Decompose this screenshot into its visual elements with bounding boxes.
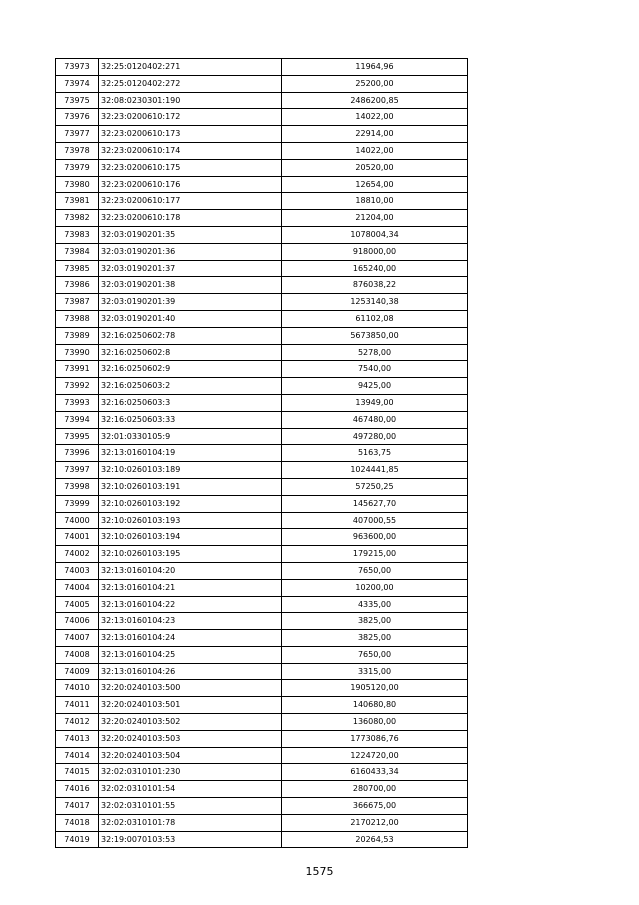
row-number-cell: 73981 (56, 193, 99, 210)
table-row (56, 512, 468, 529)
value-cell: 1905120,00 (282, 680, 468, 697)
table-row (56, 109, 468, 126)
table-row (56, 747, 468, 764)
value-cell: 6160433,34 (282, 764, 468, 781)
row-number-cell: 73984 (56, 243, 99, 260)
value-cell: 13949,00 (282, 394, 468, 411)
row-number-cell: 73992 (56, 378, 99, 395)
value-cell: 1253140,38 (282, 294, 468, 311)
row-number-cell: 73973 (56, 59, 99, 76)
table-row (56, 781, 468, 798)
table-row (56, 277, 468, 294)
row-number-cell: 74008 (56, 646, 99, 663)
table-row (56, 378, 468, 395)
cadastral-number-cell: 32:23:0200610:175 (99, 159, 282, 176)
cadastral-number-cell: 32:13:0160104:20 (99, 562, 282, 579)
table-row (56, 193, 468, 210)
cadastral-number-cell: 32:10:0260103:193 (99, 512, 282, 529)
value-cell: 179215,00 (282, 546, 468, 563)
row-number-cell: 73976 (56, 109, 99, 126)
cadastral-number-cell: 32:10:0260103:192 (99, 495, 282, 512)
value-cell: 5673850,00 (282, 327, 468, 344)
cadastral-number-cell: 32:13:0160104:23 (99, 613, 282, 630)
row-number-cell: 74011 (56, 697, 99, 714)
value-cell: 467480,00 (282, 411, 468, 428)
value-cell: 1024441,85 (282, 462, 468, 479)
cadastral-number-cell: 32:03:0190201:36 (99, 243, 282, 260)
table-row (56, 546, 468, 563)
value-cell: 963600,00 (282, 529, 468, 546)
value-cell: 3825,00 (282, 613, 468, 630)
value-cell: 136080,00 (282, 714, 468, 731)
table-row (56, 680, 468, 697)
row-number-cell: 74016 (56, 781, 99, 798)
cadastral-number-cell: 32:13:0160104:19 (99, 445, 282, 462)
table-row (56, 226, 468, 243)
row-number-cell: 73999 (56, 495, 99, 512)
cadastral-number-cell: 32:20:0240103:500 (99, 680, 282, 697)
cadastral-number-cell: 32:19:0070103:53 (99, 831, 282, 848)
value-cell: 7650,00 (282, 646, 468, 663)
value-cell: 20264,53 (282, 831, 468, 848)
value-cell: 3315,00 (282, 663, 468, 680)
row-number-cell: 73990 (56, 344, 99, 361)
value-cell: 366675,00 (282, 798, 468, 815)
cadastral-number-cell: 32:03:0190201:35 (99, 226, 282, 243)
value-cell: 280700,00 (282, 781, 468, 798)
value-cell: 2486200,85 (282, 92, 468, 109)
value-cell: 57250,25 (282, 478, 468, 495)
cadastral-number-cell: 32:02:0310101:78 (99, 814, 282, 831)
row-number-cell: 73998 (56, 478, 99, 495)
table-row (56, 411, 468, 428)
row-number-cell: 74005 (56, 596, 99, 613)
cadastral-number-cell: 32:13:0160104:22 (99, 596, 282, 613)
row-number-cell: 73980 (56, 176, 99, 193)
cadastral-number-cell: 32:16:0250603:3 (99, 394, 282, 411)
table-row (56, 59, 468, 76)
row-number-cell: 73975 (56, 92, 99, 109)
table-row (56, 697, 468, 714)
table-row (56, 327, 468, 344)
value-cell: 1224720,00 (282, 747, 468, 764)
value-cell: 22914,00 (282, 126, 468, 143)
value-cell: 61102,08 (282, 310, 468, 327)
table-row (56, 92, 468, 109)
value-cell: 25200,00 (282, 75, 468, 92)
cadastral-number-cell: 32:13:0160104:21 (99, 579, 282, 596)
value-cell: 20520,00 (282, 159, 468, 176)
table-row (56, 361, 468, 378)
cadastral-number-cell: 32:16:0250603:33 (99, 411, 282, 428)
row-number-cell: 73995 (56, 428, 99, 445)
row-number-cell: 74001 (56, 529, 99, 546)
table-row (56, 478, 468, 495)
value-cell: 918000,00 (282, 243, 468, 260)
table-row (56, 310, 468, 327)
value-cell: 9425,00 (282, 378, 468, 395)
cadastral-number-cell: 32:10:0260103:191 (99, 478, 282, 495)
value-cell: 1078004,34 (282, 226, 468, 243)
table-row (56, 462, 468, 479)
row-number-cell: 74000 (56, 512, 99, 529)
row-number-cell: 73989 (56, 327, 99, 344)
table-row (56, 630, 468, 647)
table-row (56, 646, 468, 663)
table-row (56, 394, 468, 411)
row-number-cell: 74013 (56, 730, 99, 747)
cadastral-number-cell: 32:02:0310101:230 (99, 764, 282, 781)
row-number-cell: 73979 (56, 159, 99, 176)
table-row (56, 714, 468, 731)
row-number-cell: 73988 (56, 310, 99, 327)
table-row (56, 445, 468, 462)
cadastral-number-cell: 32:25:0120402:271 (99, 59, 282, 76)
cadastral-number-cell: 32:03:0190201:39 (99, 294, 282, 311)
row-number-cell: 73986 (56, 277, 99, 294)
data-table (55, 58, 468, 848)
table-row (56, 831, 468, 848)
cadastral-number-cell: 32:13:0160104:25 (99, 646, 282, 663)
cadastral-number-cell: 32:03:0190201:38 (99, 277, 282, 294)
row-number-cell: 74019 (56, 831, 99, 848)
cadastral-number-cell: 32:23:0200610:178 (99, 210, 282, 227)
row-number-cell: 73982 (56, 210, 99, 227)
row-number-cell: 74012 (56, 714, 99, 731)
value-cell: 407000,55 (282, 512, 468, 529)
value-cell: 165240,00 (282, 260, 468, 277)
table-row (56, 75, 468, 92)
row-number-cell: 73996 (56, 445, 99, 462)
row-number-cell: 73997 (56, 462, 99, 479)
row-number-cell: 74018 (56, 814, 99, 831)
table-row (56, 176, 468, 193)
row-number-cell: 74007 (56, 630, 99, 647)
cadastral-number-cell: 32:03:0190201:37 (99, 260, 282, 277)
table-row (56, 294, 468, 311)
cadastral-number-cell: 32:16:0250602:78 (99, 327, 282, 344)
table-row (56, 210, 468, 227)
cadastral-number-cell: 32:23:0200610:177 (99, 193, 282, 210)
value-cell: 2170212,00 (282, 814, 468, 831)
cadastral-number-cell: 32:02:0310101:54 (99, 781, 282, 798)
cadastral-number-cell: 32:16:0250602:9 (99, 361, 282, 378)
row-number-cell: 73987 (56, 294, 99, 311)
row-number-cell: 74003 (56, 562, 99, 579)
cadastral-number-cell: 32:03:0190201:40 (99, 310, 282, 327)
row-number-cell: 73977 (56, 126, 99, 143)
value-cell: 12654,00 (282, 176, 468, 193)
value-cell: 14022,00 (282, 142, 468, 159)
table-row (56, 613, 468, 630)
cadastral-number-cell: 32:10:0260103:195 (99, 546, 282, 563)
table-row (56, 260, 468, 277)
table-row (56, 764, 468, 781)
row-number-cell: 73983 (56, 226, 99, 243)
cadastral-number-cell: 32:23:0200610:174 (99, 142, 282, 159)
table-row (56, 596, 468, 613)
row-number-cell: 74009 (56, 663, 99, 680)
row-number-cell: 74004 (56, 579, 99, 596)
row-number-cell: 73991 (56, 361, 99, 378)
cadastral-number-cell: 32:13:0160104:24 (99, 630, 282, 647)
table-row (56, 579, 468, 596)
cadastral-number-cell: 32:20:0240103:503 (99, 730, 282, 747)
table-row (56, 730, 468, 747)
table-row (56, 159, 468, 176)
value-cell: 3825,00 (282, 630, 468, 647)
table-row (56, 142, 468, 159)
cadastral-number-cell: 32:16:0250603:2 (99, 378, 282, 395)
table-row (56, 814, 468, 831)
value-cell: 5163,75 (282, 445, 468, 462)
table-body (56, 59, 468, 848)
row-number-cell: 74002 (56, 546, 99, 563)
value-cell: 14022,00 (282, 109, 468, 126)
value-cell: 18810,00 (282, 193, 468, 210)
row-number-cell: 73985 (56, 260, 99, 277)
row-number-cell: 74017 (56, 798, 99, 815)
row-number-cell: 73978 (56, 142, 99, 159)
cadastral-number-cell: 32:20:0240103:501 (99, 697, 282, 714)
cadastral-number-cell: 32:16:0250602:8 (99, 344, 282, 361)
cadastral-number-cell: 32:08:0230301:190 (99, 92, 282, 109)
table-row (56, 243, 468, 260)
cadastral-number-cell: 32:20:0240103:502 (99, 714, 282, 731)
table-row (56, 798, 468, 815)
value-cell: 5278,00 (282, 344, 468, 361)
cadastral-number-cell: 32:23:0200610:176 (99, 176, 282, 193)
cadastral-number-cell: 32:13:0160104:26 (99, 663, 282, 680)
row-number-cell: 74014 (56, 747, 99, 764)
cadastral-number-cell: 32:23:0200610:173 (99, 126, 282, 143)
row-number-cell: 74006 (56, 613, 99, 630)
cadastral-number-cell: 32:01:0330105:9 (99, 428, 282, 445)
value-cell: 1773086,76 (282, 730, 468, 747)
value-cell: 497280,00 (282, 428, 468, 445)
value-cell: 21204,00 (282, 210, 468, 227)
table-row (56, 428, 468, 445)
table-row (56, 344, 468, 361)
cadastral-number-cell: 32:10:0260103:189 (99, 462, 282, 479)
table-row (56, 126, 468, 143)
cadastral-number-cell: 32:02:0310101:55 (99, 798, 282, 815)
cadastral-number-cell: 32:20:0240103:504 (99, 747, 282, 764)
row-number-cell: 73994 (56, 411, 99, 428)
table-row (56, 529, 468, 546)
row-number-cell: 74010 (56, 680, 99, 697)
page-number: 1575 (305, 865, 334, 878)
row-number-cell: 73993 (56, 394, 99, 411)
value-cell: 11964,96 (282, 59, 468, 76)
value-cell: 7540,00 (282, 361, 468, 378)
value-cell: 876038,22 (282, 277, 468, 294)
value-cell: 10200,00 (282, 579, 468, 596)
data-table-container (55, 58, 468, 848)
cadastral-number-cell: 32:10:0260103:194 (99, 529, 282, 546)
value-cell: 4335,00 (282, 596, 468, 613)
row-number-cell: 74015 (56, 764, 99, 781)
table-row (56, 663, 468, 680)
row-number-cell: 73974 (56, 75, 99, 92)
cadastral-number-cell: 32:25:0120402:272 (99, 75, 282, 92)
value-cell: 7650,00 (282, 562, 468, 579)
table-row (56, 495, 468, 512)
value-cell: 145627,70 (282, 495, 468, 512)
table-row (56, 562, 468, 579)
cadastral-number-cell: 32:23:0200610:172 (99, 109, 282, 126)
value-cell: 140680,80 (282, 697, 468, 714)
